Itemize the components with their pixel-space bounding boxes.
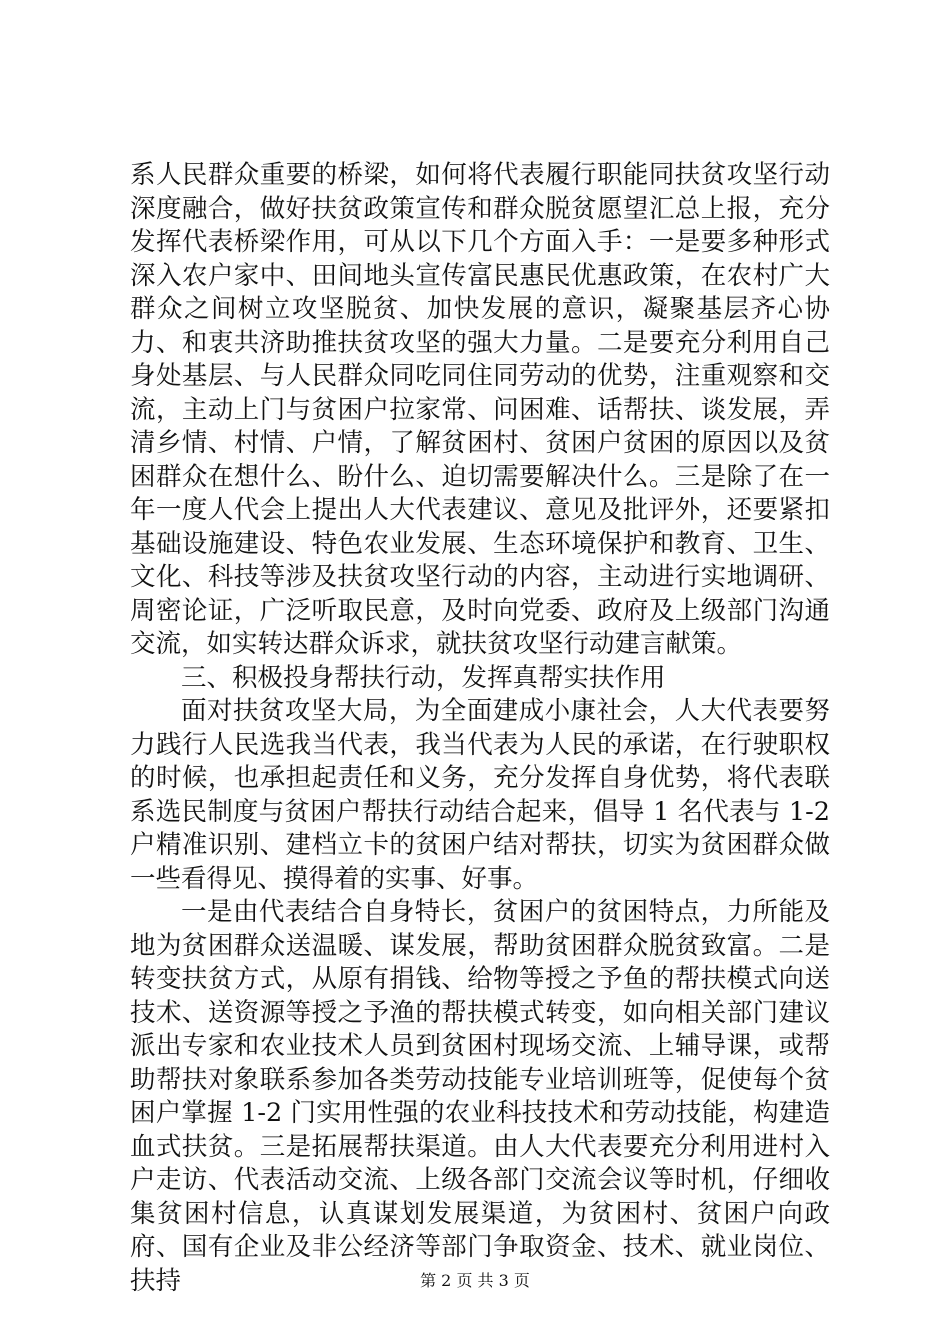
body-paragraph-3: 一是由代表结合自身特长，贫困户的贫困特点，力所能及地为贫困群众送温暖、谋发展，帮助贫困群众脱贫致富。二是转变扶贫方式，从原有捐钱、给物等授之予鱼的帮扶模式向送技术、送资源等授之予渔的帮扶模式转变，如向相关部门建议派出专家和农业技术人员到贫困村现场交流、上辅导课，或帮助帮扶对象联系参加各类劳动技能专业培训班等，促使每个贫困户掌握 1-2 门实用性强的农业科技技术和劳动技能，构建造血式扶贫。三是拓展帮扶渠道。由人大代表要充分利用进村入户走访、代表活动交流、上级各部门交流会议等时机，仔细收集贫困村信息，认真谋划发展渠道，为贫困村、贫困户向政府、国有企业及非公经济等部门争取资金、技术、就业岗位、扶持 [130,897,830,1296]
document-body [130,159,830,1298]
page-number-footer: 第 2 页 共 3 页 [420,1271,530,1290]
section-heading-3: 三、积极投身帮扶行动，发挥真帮实扶作用 [181,662,666,693]
body-paragraph-2: 面对扶贫攻坚大局，为全面建成小康社会，人大代表要努力践行人民选我当代表，我当代表为人民的承诺，在行驶职权的时候，也承担起责任和义务，充分发挥自身优势，将代表联系选民制度与贫困户帮扶行动结合起来，倡导 1 名代表与 1-2 户精准识别、建档立卡的贫困户结对帮扶，切实为贫困群众做一些看得见、摸得着的实事、好事。 [130,696,830,894]
body-paragraph-1: 系人民群众重要的桥梁，如何将代表履行职能同扶贫攻坚行动深度融合，做好扶贫政策宣传和群众脱贫愿望汇总上报，充分发挥代表桥梁作用，可从以下几个方面入手：一是要多种形式深入农户家中、田间地头宣传富民惠民优惠政策，在农村广大群众之间树立攻坚脱贫、加快发展的意识，凝聚基层齐心协力、和衷共济助推扶贫攻坚的强大力量。二是要充分利用自己身处基层、与人民群众同吃同住同劳动的优势，注重观察和交流，主动上门与贫困户拉家常、问困难、话帮扶、谈发展，弄清乡情、村情、户情，了解贫困村、贫困户贫困的原因以及贫困群众在想什么、盼什么、迫切需要解决什么。三是除了在一年一度人代会上提出人大代表建议、意见及批评外，还要紧扣基础设施建设、特色农业发展、生态环境保护和教育、卫生、文化、科技等涉及扶贫攻坚行动的内容，主动进行实地调研、周密论证，广泛听取民意，及时向党委、政府及上级部门沟通交流，如实转达群众诉求，就扶贫攻坚行动建言献策。 [130,160,830,659]
